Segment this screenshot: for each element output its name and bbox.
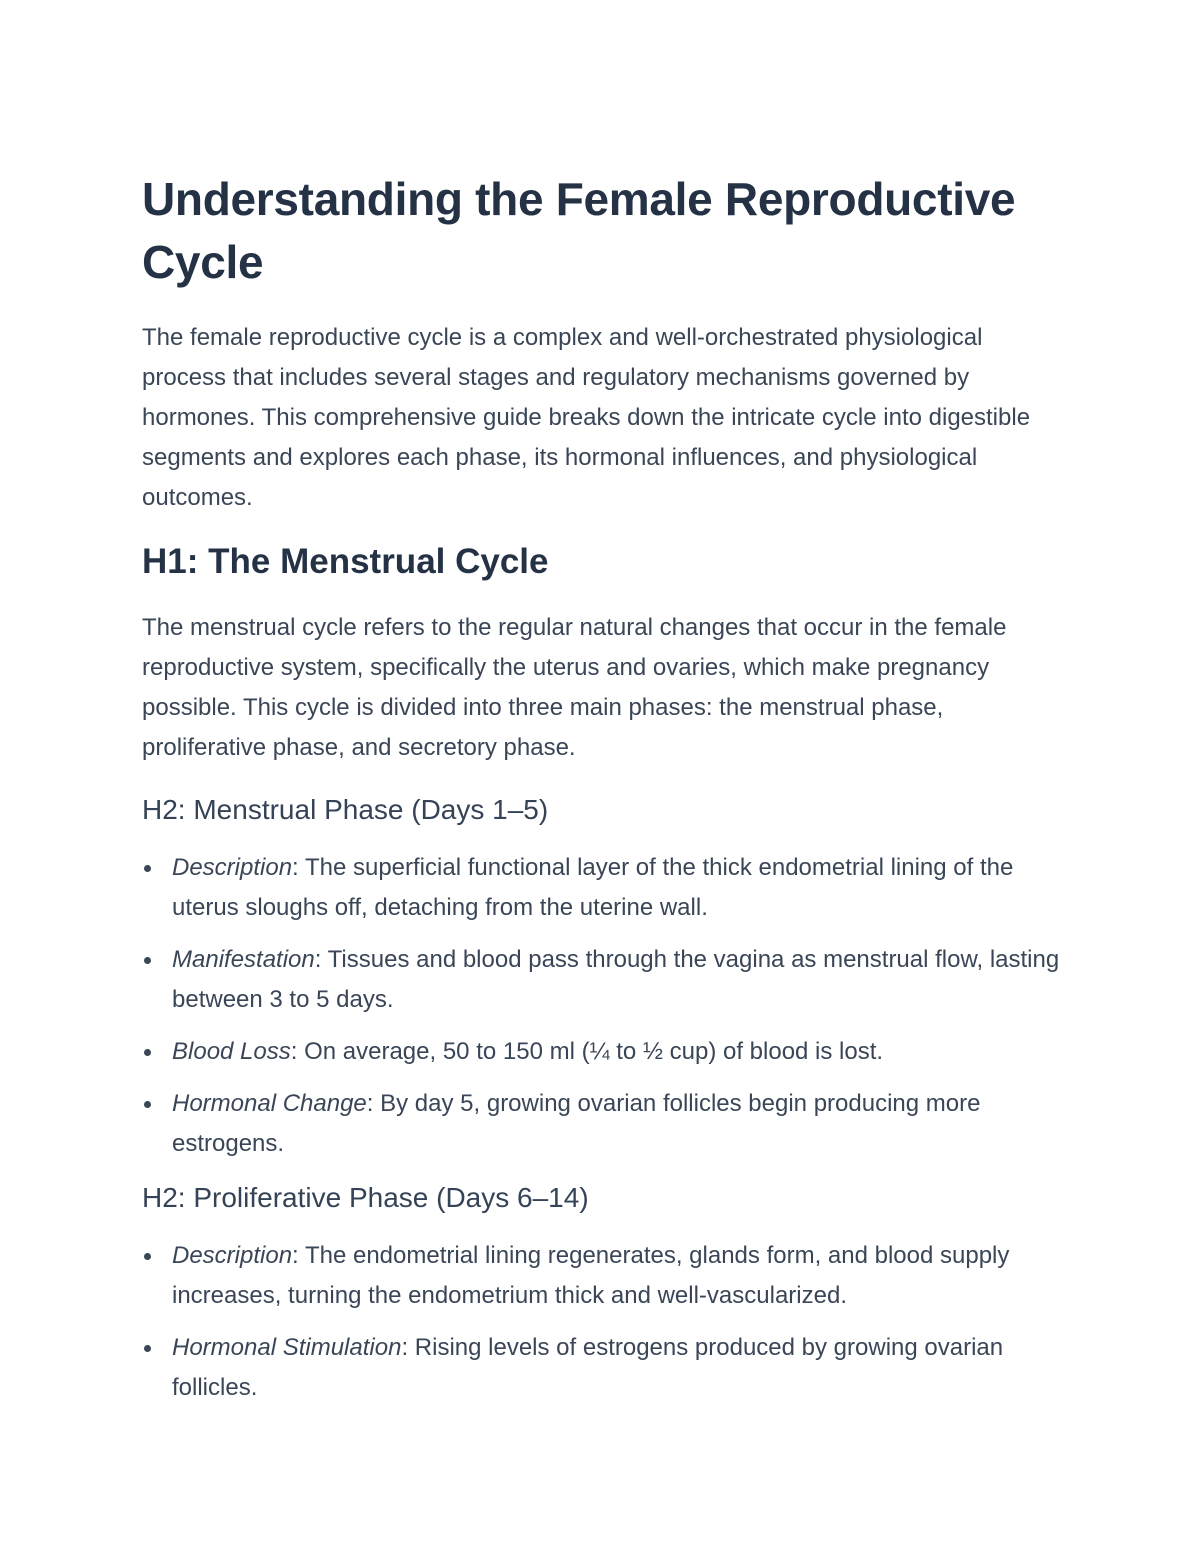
list-item-text: : On average, 50 to 150 ml (¼ to ½ cup) of blood is lost.: [290, 1038, 884, 1065]
heading-menstrual-cycle: H1: The Menstrual Cycle: [142, 542, 549, 581]
menstrual-cycle-paragraph: The menstrual cycle refers to the regular natural changes that occur in the female reproductive system, specifically the uterus and ovaries, which make pregnancy possible. This cycle is divided into three main phases: the menstrual phase, proliferative phase, and secretory phase.: [142, 614, 1007, 761]
bullet-icon: [144, 1049, 151, 1056]
list-item-term: Hormonal Stimulation: [172, 1334, 402, 1361]
bullet-icon: [144, 865, 151, 872]
list-item-term: Blood Loss: [172, 1038, 291, 1065]
list-item: [142, 1328, 1062, 1408]
bullet-icon: [144, 1101, 151, 1108]
list-item-text: : By day 5, growing ovarian follicles begin producing more estrogens.: [172, 1090, 981, 1157]
menstrual-phase-list: [142, 848, 1062, 1164]
list-item-term: Description: [172, 1242, 293, 1269]
list-item-text: : Rising levels of estrogens produced by growing ovarian follicles.: [172, 1334, 1004, 1401]
intro-paragraph: The female reproductive cycle is a complex and well-orchestrated physiological process that includes several stages and regulatory mechanisms governed by hormones. This comprehensive guide breaks down the intricate cycle into digestible segments and explores each phase, its hormonal influences, and physiological outcomes.: [142, 324, 1031, 511]
proliferative-phase-list: [142, 1236, 1062, 1408]
list-item: [142, 1084, 1062, 1164]
list-item: [142, 940, 1062, 1020]
bullet-icon: [144, 1345, 151, 1352]
list-item-term: Description: [172, 854, 293, 881]
list-item-term: Manifestation: [172, 946, 315, 973]
list-item-text: : The endometrial lining regenerates, glands form, and blood supply increases, turning the endometrium thick and well-vascularized.: [172, 1242, 1010, 1309]
list-item: [142, 1236, 1062, 1316]
list-item-text: : Tissues and blood pass through the vagina as menstrual flow, lasting between 3 to 5 days.: [172, 946, 1060, 1013]
heading-proliferative-phase: H2: Proliferative Phase (Days 6–14): [142, 1182, 589, 1213]
page-title: Understanding the Female Reproductive Cycle: [142, 173, 1016, 288]
bullet-icon: [144, 957, 151, 964]
list-item-text: : The superficial functional layer of the thick endometrial lining of the uterus sloughs off, detaching from the uterine wall.: [172, 854, 1014, 921]
heading-menstrual-phase: H2: Menstrual Phase (Days 1–5): [142, 794, 549, 825]
bullet-icon: [144, 1253, 151, 1260]
document-page: [142, 168, 1062, 1422]
list-item: [142, 848, 1062, 928]
list-item: [142, 1032, 1062, 1072]
list-item-term: Hormonal Change: [172, 1090, 367, 1117]
